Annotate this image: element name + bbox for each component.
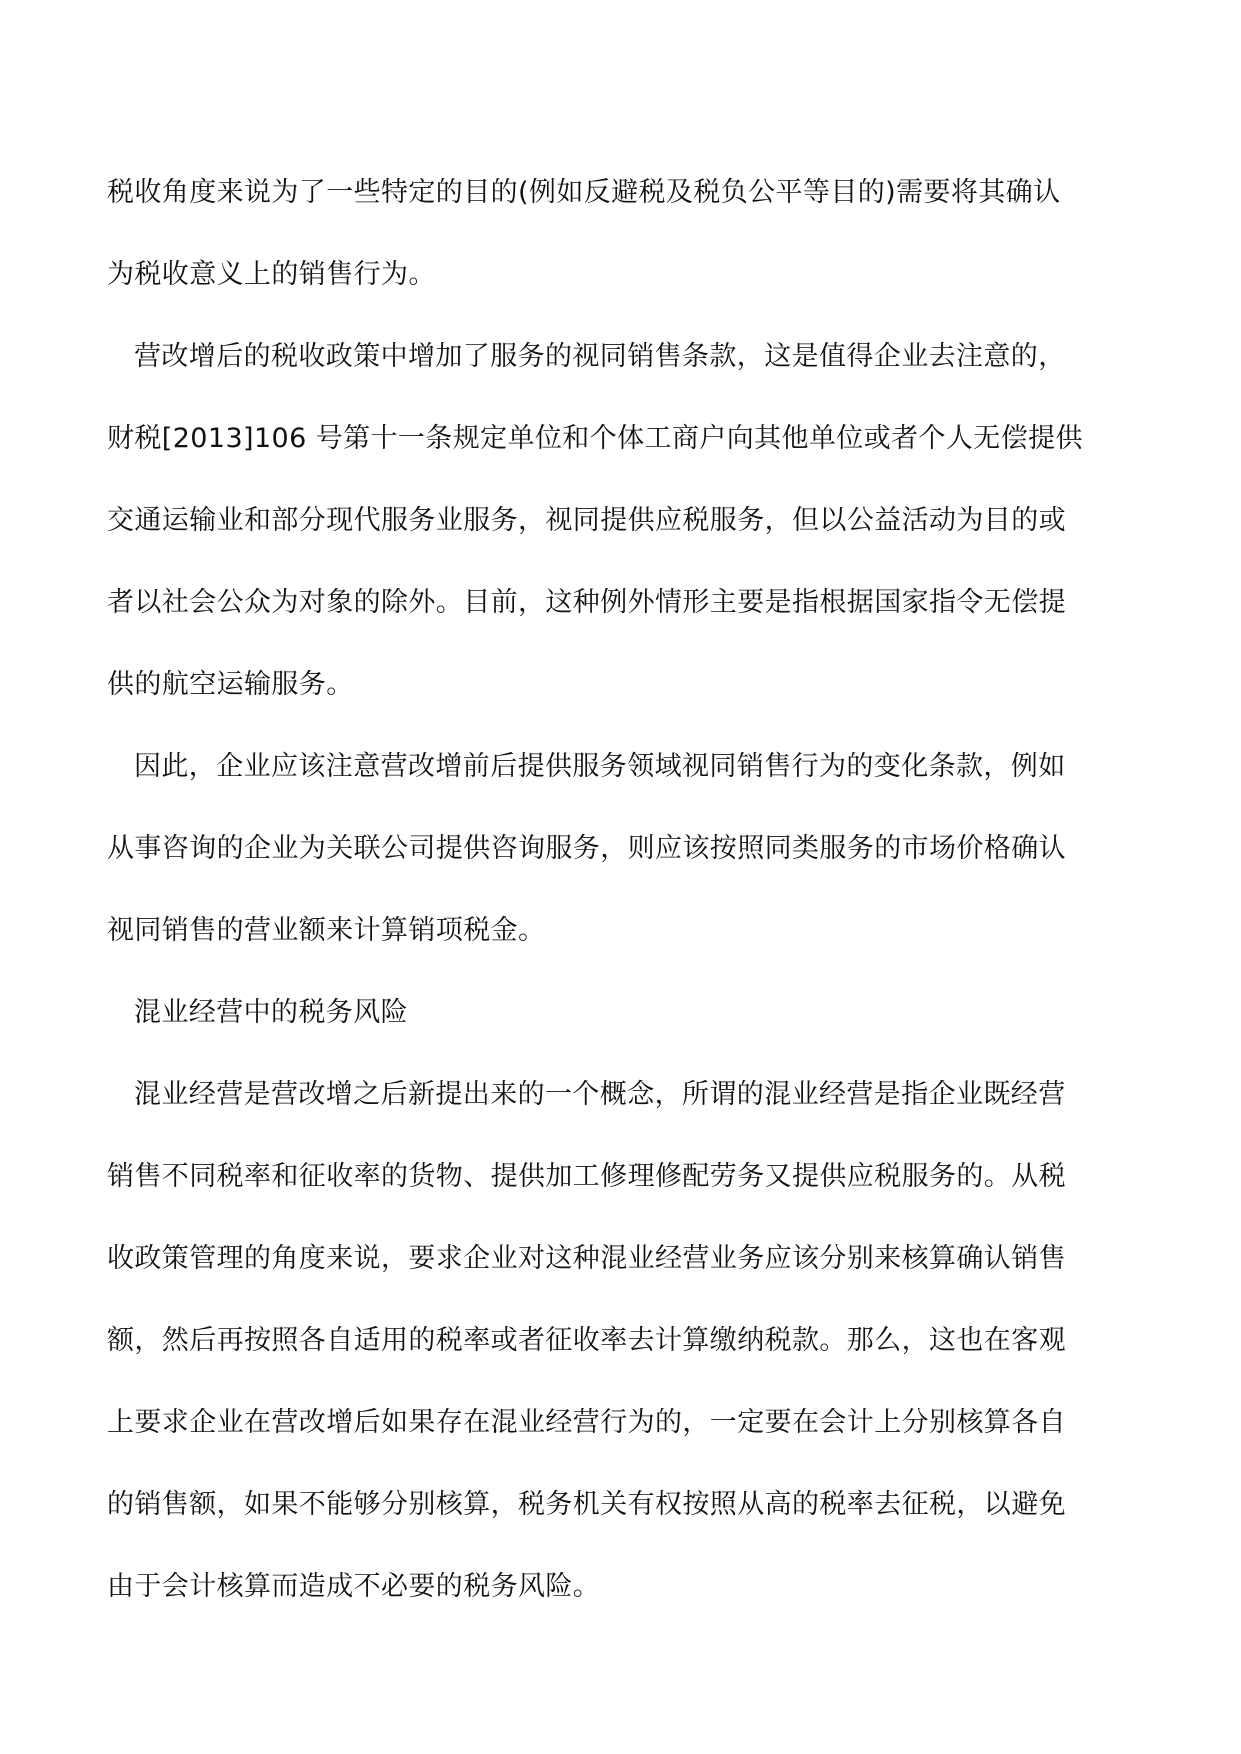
text-line: 为税收意义上的销售行为。 bbox=[107, 259, 436, 290]
text-line: 者以社会公众为对象的除外。目前，这种例外情形主要是指根据国家指令无偿提 bbox=[107, 587, 1066, 618]
text-line: 销售不同税率和征收率的货物、提供加工修理修配劳务又提供应税服务的。从税 bbox=[107, 1161, 1066, 1192]
text-line: 收政策管理的角度来说，要求企业对这种混业经营业务应该分别来核算确认销售 bbox=[107, 1243, 1066, 1274]
paragraph-start-line: 因此，企业应该注意营改增前后提供服务领域视同销售行为的变化条款，例如 bbox=[134, 751, 1066, 782]
text-line: 额，然后再按照各自适用的税率或者征收率去计算缴纳税款。那么，这也在客观 bbox=[107, 1325, 1066, 1356]
paragraph-start-line: 混业经营是营改增之后新提出来的一个概念，所谓的混业经营是指企业既经营 bbox=[134, 1079, 1066, 1110]
text-line: 从事咨询的企业为关联公司提供咨询服务，则应该按照同类服务的市场价格确认 bbox=[107, 833, 1066, 864]
text-line: 上要求企业在营改增后如果存在混业经营行为的，一定要在会计上分别核算各自 bbox=[107, 1407, 1066, 1438]
document-body bbox=[107, 152, 1137, 1628]
paragraph-start-line: 营改增后的税收政策中增加了服务的视同销售条款，这是值得企业去注意的， bbox=[134, 341, 1066, 372]
text-line: 税收角度来说为了一些特定的目的(例如反避税及税负公平等目的)需要将其确认 bbox=[107, 177, 1061, 208]
text-line: 的销售额，如果不能够分别核算，税务机关有权按照从高的税率去征税，以避免 bbox=[107, 1489, 1066, 1520]
text-line: 由于会计核算而造成不必要的税务风险。 bbox=[107, 1571, 601, 1602]
text-line: 供的航空运输服务。 bbox=[107, 669, 354, 700]
section-heading: 混业经营中的税务风险 bbox=[134, 997, 408, 1028]
text-line: 视同销售的营业额来计算销项税金。 bbox=[107, 915, 546, 946]
text-line: 交通运输业和部分现代服务业服务，视同提供应税服务，但以公益活动为目的或 bbox=[107, 505, 1066, 536]
text-line: 财税[2013]106 号第十一条规定单位和个体工商户向其他单位或者个人无偿提供 bbox=[107, 423, 1083, 454]
